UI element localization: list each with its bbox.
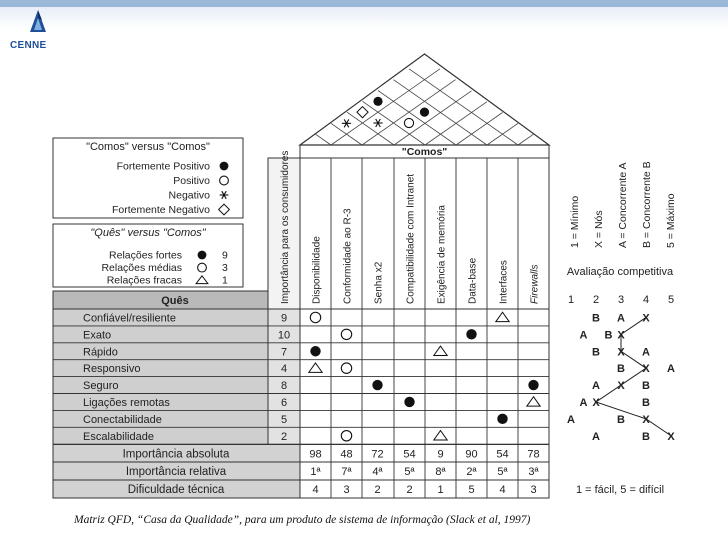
competitive-scale-tick: 2 [592,294,600,306]
legend-comos-title: "Comos" versus "Comos" [86,141,210,153]
comos-label: Data-base [467,257,479,304]
bottom-row-value: 4 [312,484,319,496]
bottom-row-value: 90 [465,448,478,461]
ques-header: Quês [161,295,189,307]
logo-text: CENNE [10,40,47,51]
bottom-row-value: 1ª [310,466,321,478]
filled-circle-icon [220,162,229,171]
bottom-row-value: 98 [309,448,322,461]
competitive-mark-A: A [592,430,600,443]
relationship-filled-circle-icon [372,380,382,390]
importance-value: 5 [280,413,288,426]
competitive-mark-B: B [642,396,650,409]
comos-label: Disponibilidade [311,236,323,304]
relationship-open-circle-icon [341,363,351,373]
importance-value: 4 [280,363,288,376]
competitive-legend-item: A = Concorrente A [617,162,629,248]
bottom-row-label: Dificuldade técnica [127,484,225,496]
bottom-values-box [300,445,549,499]
relationship-open-circle-icon [341,431,351,441]
importance-value: 2 [280,430,288,443]
bottom-row-value: 54 [403,448,416,461]
competitive-legend-item: 1 = Mínimo [569,195,581,248]
bottom-row-value: 5ª [404,466,415,478]
competitive-mark-B: B [642,380,650,393]
competitive-mark-A: A [579,329,588,342]
competitive-mark-A: A [617,312,625,325]
legend-ques-label: Relações fracas [106,274,182,287]
competitive-mark-B: B [592,346,600,359]
legend-ques-weight: 9 [222,249,228,262]
importance-value: 6 [280,396,288,409]
competitive-scale-tick: 3 [617,294,625,306]
comos-header: "Comos" [401,146,448,158]
competitive-mark-X: X [667,430,675,443]
relationship-filled-circle-icon [466,329,476,339]
relationship-open-circle-icon [341,329,351,339]
competitive-scale-tick: 4 [642,294,650,306]
importance-value: 10 [277,329,291,342]
open-circle-icon [220,176,229,185]
bottom-row-value: 2 [374,484,381,496]
competitive-legend-item: B = Concorrente B [641,161,653,248]
bottom-row-value: 1 [437,484,444,496]
bottom-row-value: 2ª [466,466,477,478]
competitive-mark-B: B [604,329,613,342]
legend-comos-label: Negativo [168,189,210,202]
competitive-mark-X: X [592,396,600,409]
relationship-filled-circle-icon [528,380,538,390]
competitive-mark-X: X [617,329,625,342]
competitive-mark-A: A [642,346,650,359]
bottom-row-value: 54 [496,448,509,461]
bottom-row-label: Importância relativa [125,466,227,478]
comos-label: Senha x2 [373,261,385,304]
ques-label: Responsivo [83,363,141,376]
competitive-legend-item: 5 = Máximo [665,193,677,248]
competitive-mark-B: B [642,430,650,443]
bottom-row-value: 72 [371,448,384,461]
ques-label: Conectabilidade [83,413,162,426]
legend-ques-label: Relações fortes [109,249,182,262]
figure-caption: Matriz QFD, “Casa da Qualidade”, para um produto de sistema de informação (Slack et al, 1997) [74,514,531,526]
roof-filled-circle-icon [420,108,429,117]
importance-value: 8 [280,380,288,393]
competitive-legend-item: X = Nós [593,210,605,248]
roof-open-circle-icon [404,118,413,127]
legend-ques-label: Relações médias [101,262,182,275]
competitive-scale-tick: 1 [567,294,575,306]
comos-label: Interfaces [498,260,510,304]
filled-circle-icon [198,251,207,260]
competitive-mark-A: A [592,380,600,393]
competitive-mark-A: A [567,413,575,426]
bottom-row-value: 4ª [372,466,383,478]
ques-label: Escalabilidade [83,430,154,443]
legend-comos-label: Fortemente Negativo [111,204,210,216]
legend-ques-weight: 3 [222,262,228,275]
legend-comos-label: Fortemente Positivo [116,160,210,173]
legend-ques-title: "Quês" versus "Comos" [90,227,206,239]
comos-columns-box [300,158,549,309]
bottom-row-value: 9 [437,448,444,461]
competitive-footnote: 1 = fácil, 5 = difícil [575,484,665,496]
bottom-row-value: 8ª [435,466,446,478]
bottom-row-value: 48 [340,448,353,461]
competitive-mark-B: B [617,363,625,376]
relationship-open-circle-icon [310,312,320,322]
bottom-row-value: 3 [530,484,537,496]
importance-value: 7 [280,346,288,359]
competitive-scale-tick: 5 [667,294,675,306]
relationship-filled-circle-icon [404,397,414,407]
importance-value: 9 [280,312,288,325]
bottom-row-value: 3ª [528,466,539,478]
ques-label: Rápido [83,346,118,359]
legend-comos-label: Positivo [173,175,210,187]
bottom-row-value: 5ª [497,466,508,478]
competitive-mark-B: B [592,312,600,325]
ques-label: Seguro [83,380,119,393]
ques-label: Confiável/resiliente [83,312,176,325]
bottom-row-value: 78 [527,448,540,461]
competitive-title: Avaliação competitiva [566,266,674,278]
comos-label: Compatibilidade com Intranet [405,173,417,304]
roof-filled-circle-icon [373,97,382,106]
legend-ques-weight: 1 [222,274,228,287]
bottom-row-value: 4 [499,484,506,496]
comos-label: Exigência de memória [436,205,448,304]
bottom-row-label: Importância absoluta [122,448,230,461]
ques-label: Ligações remotas [83,396,170,409]
relationship-filled-circle-icon [310,346,320,356]
open-circle-icon [198,263,207,272]
bottom-row-value: 3 [343,484,350,496]
relationship-filled-circle-icon [497,414,507,424]
bottom-row-value: 7ª [341,466,352,478]
competitive-mark-X: X [642,363,650,376]
competitive-mark-X: X [617,346,625,359]
competitive-mark-A: A [579,396,588,409]
comos-label: Firewalls [529,264,541,304]
competitive-mark-B: B [617,413,625,426]
competitive-mark-A: A [667,363,675,376]
competitive-mark-X: X [617,380,625,393]
comos-label: Conformidade ao R-3 [342,208,354,304]
bottom-row-value: 5 [468,484,475,496]
bottom-row-value: 2 [406,484,413,496]
competitive-mark-X: X [642,413,650,426]
roof-outline [300,54,549,145]
importance-header: Importância para os consumidores [280,150,291,304]
ques-label: Exato [83,329,112,342]
competitive-mark-X: X [642,312,650,325]
